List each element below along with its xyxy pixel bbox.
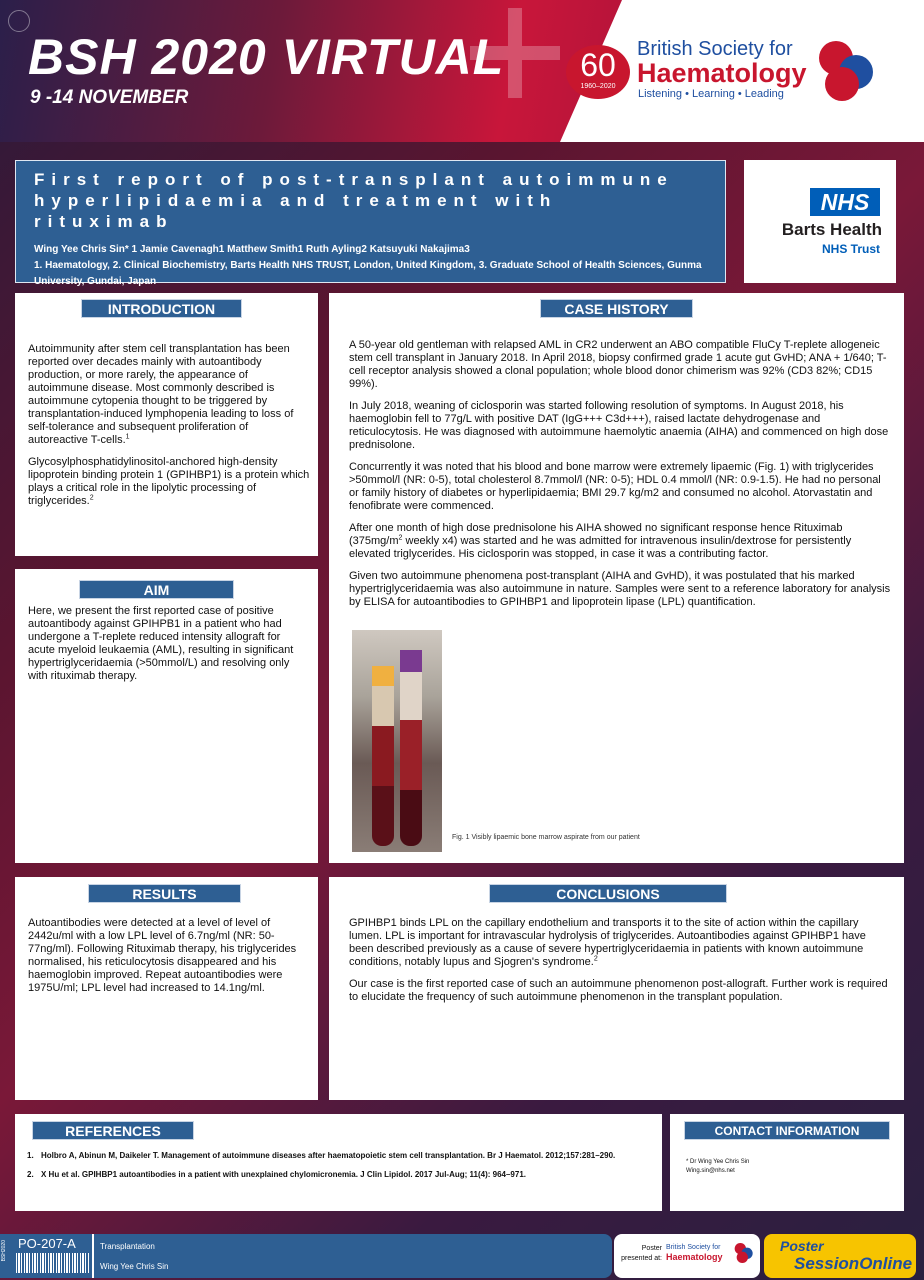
society-name-line2: Haematology [637,58,807,88]
conclusions-panel [329,877,904,1100]
presented-at-label: Poster presented at: [621,1245,662,1262]
references-list [27,1150,655,1188]
case-paragraph-4a: After one month of high dose prednisolone his AIHA showed no significant response hence Rituximab (375mg/m [349,522,843,547]
case-paragraph-5: Given two autoimmune phenomena post-transplant (AIHA and GvHD), it was postulated that his marked hypertriglyceridaemia was also autoimmune in nature. Samples were sent to a reference laboratory for analysis by ELISA for autoantibodies to GPIHBP1 and lipoprotein lipase (LPL) quantification. [349,570,891,608]
pso-logo-line1: Poster [780,1238,824,1254]
introduction-paragraph-1: Autoimmunity after stem cell transplantation has been reported over decades mainly with autoantibody production, or more rarely, the appearance of autoimmune disease. Most commonly described is autoimmune cytopenia thought to be triggered by transplantation-induced lymphopenia leading to loss of self-tolerance and subsequent proliferation of autoreactive T-cells. [28,343,294,446]
case-history-heading: CASE HISTORY [540,299,693,318]
conclusions-heading: CONCLUSIONS [489,884,727,903]
contact-email[interactable]: Wing.sin@nhs.net [686,1168,735,1174]
citation-mark: 2 [593,955,598,963]
presented-society-line2: Haematology [666,1252,723,1262]
aim-panel [15,569,318,863]
references-heading: REFERENCES [32,1121,194,1140]
event-header [0,0,924,142]
nhs-logo-box [744,160,896,283]
conclusions-paragraph-2: Our case is the first reported case of such an autoimmune phenomenon post-allograft. Further work is required to elucidate the frequency of such autoimmune phenomenon in the transplant population. [349,978,888,1003]
presented-society-line1: British Society for [666,1244,721,1251]
bsh-logo-icon [732,1242,754,1264]
results-panel [15,877,318,1100]
citation-mark: 1 [125,433,130,441]
citation-mark: 2 [89,494,94,502]
barcode-icon [16,1253,90,1273]
case-paragraph-3: Concurrently it was noted that his blood and bone marrow were extremely lipaemic (Fig. 1) with triglycerides >50mmol/l (NR: 0-5), total cholesterol 8.7mmol/l (NR: 0-5); HDL 0.4 mmol/l (NR: 0.9-1.5). He had no personal or family history of diabetes or hyperlipidaemia; BMI 29.7 kg/m2 and consumed no alcohol. Atorvastatin and fenofibrate were commenced. [349,461,881,512]
star-icon [8,10,30,32]
nhs-trust: NHS Trust [821,242,880,256]
conclusions-paragraph-1: GPIHBP1 binds LPL on the capillary endothelium and transports it to the site of action within the capillary lumen. LPL is important for intravascular hydrolysis of triglycerides. Autoantibodies against GPIHBP1 have been described previously as a cause of severe hypertriglyceridaemia in patients with known autoimmune conditions, notably lupus and Sjogren's syndrome. [349,917,866,968]
case-paragraph-1: A 50-year old gentleman with relapsed AML in CR2 underwent an ABO compatible FluCy T-replete allogeneic stem cell transplant in January 2018. In April 2018, biopsy confirmed grade 1 acute gut GvHD; ANA + 1/640; T-cell receptor analysis showed a clonal population; whole blood donor chimerism was 92% (CD3 82%; CD15 99%). [349,339,887,390]
nhs-logo: NHS [810,188,880,216]
superscript: 2 [398,534,403,542]
presented-at-box [614,1234,760,1278]
society-tagline: Listening • Learning • Leading [638,88,784,100]
aim-body [28,605,310,692]
bone-marrow-photo [352,630,442,852]
nhs-organisation: Barts Health [781,220,882,239]
reference-number: 1. [27,1151,34,1160]
reference-number: 2. [27,1170,34,1179]
contact-heading: CONTACT INFORMATION [684,1121,890,1140]
reference-text: X Hu et al. GPIHBP1 autoantibodies in a patient with unexplained chylomicronemia. J Clin Lipidol. 2017 Jul-Aug; 11(4): 964–971. [41,1170,526,1179]
poster-presenter: Wing Yee Chris Sin [100,1262,169,1271]
poster-affiliations: 1. Haematology, 2. Clinical Biochemistry, Barts Health NHS TRUST, London, United Kingdom, 3. Graduate School of Health Sciences, Gunma University, Gundai, Japan [34,260,702,287]
bsh-logo-icon [812,38,876,104]
reference-text: Holbro A, Abinun M, Daikeler T. Management of autoimmune diseases after haematopoietic stem cell transplantation. Br J Haematol. 2012;157:281–290. [41,1151,616,1160]
event-dates: 9 -14 NOVEMBER [30,87,189,108]
results-heading: RESULTS [88,884,241,903]
introduction-body [28,343,310,517]
footer-divider [92,1234,94,1278]
poster-category: Transplantation [100,1242,155,1251]
sample-tube [400,650,422,846]
reference-item [27,1150,655,1161]
reference-item [27,1169,655,1180]
results-body [28,917,310,1004]
event-title: BSH 2020 VIRTUAL [28,29,505,85]
aim-heading: AIM [79,580,234,599]
poster-authors: Wing Yee Chris Sin* 1 Jamie Cavenagh1 Matthew Smith1 Ruth Ayling2 Katsuyuki Nakajima3 [34,244,470,255]
anniversary-years: 1960–2020 [580,83,616,90]
pso-logo-line2: SessionOnline [794,1254,913,1273]
poster-title-box [15,160,726,287]
anniversary-badge [566,45,630,99]
contact-panel [670,1114,904,1211]
footer-year: BSH2020 [1,1240,7,1262]
figure-caption: Fig. 1 Visibly lipaemic bone marrow aspirate from our patient [452,834,640,841]
conclusions-body [349,917,893,1013]
introduction-heading: INTRODUCTION [81,299,242,318]
case-paragraph-2: In July 2018, weaning of ciclosporin was started following resolution of symptoms. In August 2018, his haemoglobin fell to 77g/L with positive DAT (IgG+++ C3d+++), raised lactate dehydrogenase and reticulocytosis. He was diagnosed with autoimmune haemolytic anaemia (AIHA) and commenced on high dose prednisolone. [349,400,889,451]
case-history-body [349,339,893,618]
contact-details [686,1158,749,1176]
aim-paragraph: Here, we present the first reported case of positive autoantibody against GPIHPB1 in a patient who had undergone a T-replete reduced intensity allograft for acute myeloid leukaemia (AML), resulting in significant hypertriglyceridaemia (>50mmol/L) and resolving only with rituximab therapy. [28,605,294,682]
contact-name: * Dr Wing Yee Chris Sin [686,1159,750,1165]
results-paragraph: Autoantibodies were detected at a level of level of 2442u/ml with a low LPL level of 6.7ng/ml (NR: 50-77ng/ml). Following Rituximab therapy, his triglycerides normalised, his reticulocytosis disappeared and his haemoglobin improved. Repeat autoantibodies were 1975U/ml; LPL level had increased to 14.1ng/ml. [28,917,297,994]
references-panel [15,1114,662,1211]
society-name-line1: British Society for [637,38,793,60]
case-paragraph-4b: weekly x4) was started and he was admitted for intravenous insulin/dextrose for persistently elevated triglycerides. His ciclosporin was stopped, in case it was a contributing factor. [349,535,852,560]
introduction-paragraph-2: Glycosylphosphatidylinositol-anchored high-density lipoprotein binding protein 1 (GPIHBP1) is a protein which plays a critical role in the lipolytic processing of triglycerides. [28,456,310,507]
sample-tube [372,666,394,846]
poster-code: PO-207-A [18,1236,76,1251]
poster-session-online-logo[interactable] [764,1234,916,1278]
introduction-panel [15,293,318,556]
anniversary-number: 60 [580,47,616,83]
poster-title: First report of post-transplant autoimmune hyperlipidaemia and treatment with rituximab [34,170,674,231]
